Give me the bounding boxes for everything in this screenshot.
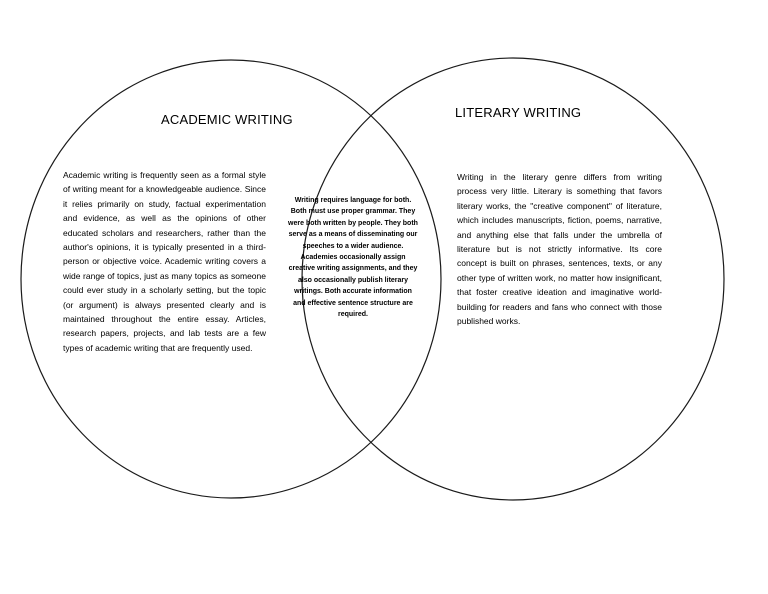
literary-writing-title: LITERARY WRITING [455, 105, 582, 120]
academic-writing-title: ACADEMIC WRITING [161, 112, 293, 127]
literary-writing-description: Writing in the literary genre differs from writing process very little. Literary is something that favors literary works, the "creative component" of literature, which includes manuscripts, fiction, poems, narrative, and anything else that falls under the umbrella of literature but is not strictly informative. Its core concept is built on phrases, sentences, texts, or any other type of written work, no matter how insignificant, that foster creative ideation and imaginative world-building for readers and fans who connect with those published works. [457, 172, 662, 327]
academic-writing-description: Academic writing is frequently seen as a formal style of writing meant for a knowledgeable audience. Since it relies primarily on study, factual experimentation and evidence, as well as the opinions of other educated scholars and researchers, rather than the author's opinions, it is typically presented in a third-person or objective voice. Academic writing covers a wide range of topics, just as many topics as someone could ever study in a scholarly setting, but the topic (or argument) is always presented clearly and is maintained throughout the entire essay. Articles, research papers, projects, and lab tests are a few types of academic writing that are frequently used. [63, 170, 266, 353]
shared-characteristics-text: Writing requires language for both. Both must use proper grammar. They were both written by people. They both serve as a means of disseminating our speeches to a wider audience. Academies occasionally assign creative writing assignments, and they also occasionally publish literary writings. Both accurate information and effective sentence structure are required. [288, 197, 418, 319]
